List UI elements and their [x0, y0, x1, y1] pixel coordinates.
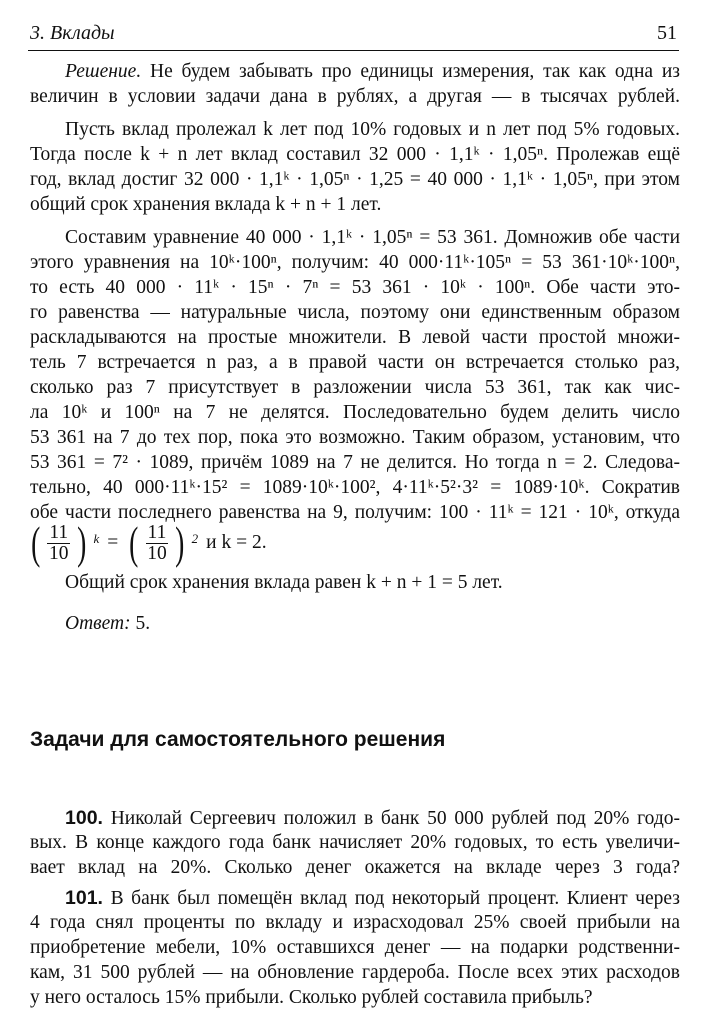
- page-number: 51: [657, 22, 677, 44]
- fraction-numerator: 11: [49, 521, 69, 543]
- problem-number: 101.: [65, 887, 103, 909]
- solution-line: величин в условии задачи дана в рублях, а другая — в тысячах рублей.: [30, 86, 680, 107]
- solution-line: тель 7 встречается n раз, а в правой части он встречается столько раз,: [30, 352, 680, 373]
- solution-line: тельно, 40 000·11ᵏ·15² = 1089·10ᵏ·100², 4·11ᵏ·5²·3² = 1089·10ᵏ. Сократив: [30, 477, 680, 498]
- problem-101-line: приобретение мебели, 10% оставшихся денег — на подарки родственни-: [30, 937, 680, 958]
- solution-label: Решение.: [65, 61, 142, 82]
- problem-100-line: вает вклад на 20%. Сколько денег окажется на вкладе через 3 года?: [30, 857, 680, 878]
- equals-sign: =: [107, 532, 119, 553]
- problem-100-line: [65, 806, 680, 831]
- problem-100-line: вых. В конце каждого года банк начисляет 20% годовых, то есть увеличи-: [30, 832, 680, 853]
- answer-label: Ответ:: [65, 613, 131, 634]
- exponent: k: [93, 531, 100, 546]
- solution-text: Не будем забывать про единицы измерения, так как одна из: [150, 61, 680, 82]
- fraction-tail: и k = 2.: [206, 532, 267, 553]
- solution-line: обе части последнего равенства на 9, получим: 100 · 11ᵏ = 121 · 10ᵏ, откуда: [30, 502, 680, 523]
- problem-101-line: 4 года снял проценты по вкладу и израсходовал 25% своей прибыли на: [30, 912, 680, 933]
- solution-line: Пусть вклад пролежал k лет под 10% годовых и n лет под 5% годовых.: [65, 119, 680, 140]
- solution-line: 53 361 = 7² · 1089, причём 1089 на 7 не делится. Но тогда n = 2. Следова-: [30, 452, 680, 473]
- problem-text: В банк был помещён вклад под некоторый процент. Клиент через: [110, 888, 680, 909]
- solution-line: ла 10ᵏ и 100ⁿ на 7 не делятся. Последовательно будем делить число: [30, 402, 680, 423]
- solution-line: год, вклад достиг 32 000 · 1,1ᵏ · 1,05ⁿ · 1,25 = 40 000 · 1,1ᵏ · 1,05ⁿ, при этом: [30, 169, 680, 190]
- total-line: Общий срок хранения вклада равен k + n + 1 = 5 лет.: [65, 572, 503, 593]
- problem-101-line: [65, 886, 680, 911]
- solution-line: общий срок хранения вклада k + n + 1 лет.: [30, 194, 382, 215]
- solution-line: этого уравнения на 10ᵏ·100ⁿ, получим: 40 000·11ᵏ·105ⁿ = 53 361·10ᵏ·100ⁿ,: [30, 252, 680, 273]
- solution-line: сколько раз 7 присутствует в разложении числа 53 361, так как чис-: [30, 377, 680, 398]
- fraction-equation: ( $\frac{11}{10}$ ) $^k$ = ( $\frac{11}{10}$ ) $^2$ и k = 2.: [31, 517, 267, 568]
- fraction-denominator: 10: [147, 542, 167, 564]
- problem-101-line: кам, 31 500 рублей — на обновление гардероба. После всех этих расходов: [30, 962, 680, 983]
- fraction-denominator: 10: [48, 542, 69, 564]
- problem-text: Николай Сергеевич положил в банк 50 000 рублей под 20% годо-: [110, 808, 681, 829]
- chapter-title: 3. Вклады: [30, 22, 115, 44]
- fraction-numerator: 11: [147, 521, 167, 543]
- answer-value: 5.: [135, 613, 151, 634]
- solution-line: раскладываются на простые множители. В левой части простой множи-: [30, 327, 680, 348]
- exponent: 2: [191, 531, 199, 546]
- solution-line: то есть 40 000 · 11ᵏ · 15ⁿ · 7ⁿ = 53 361 · 10ᵏ · 100ⁿ. Обе части это-: [30, 277, 680, 298]
- answer-line: [65, 612, 680, 636]
- solution-line: [65, 60, 680, 84]
- solution-line: 53 361 на 7 до тех пор, пока это возможно. Таким образом, установим, что: [30, 427, 680, 448]
- problem-101-line: у него осталось 15% прибыли. Сколько рублей составила прибыль?: [30, 987, 593, 1008]
- section-heading: Задачи для самостоятельного решения: [30, 728, 446, 751]
- problem-number: 100.: [65, 807, 103, 829]
- solution-line: Тогда после k + n лет вклад составил 32 000 · 1,1ᵏ · 1,05ⁿ. Пролежав ещё: [30, 144, 680, 165]
- solution-line: го равенства — натуральные числа, поэтому они единственным образом: [30, 302, 680, 323]
- solution-line: Составим уравнение 40 000 · 1,1ᵏ · 1,05ⁿ = 53 361. Домножив обе части: [65, 227, 680, 248]
- header-rule: [28, 50, 679, 51]
